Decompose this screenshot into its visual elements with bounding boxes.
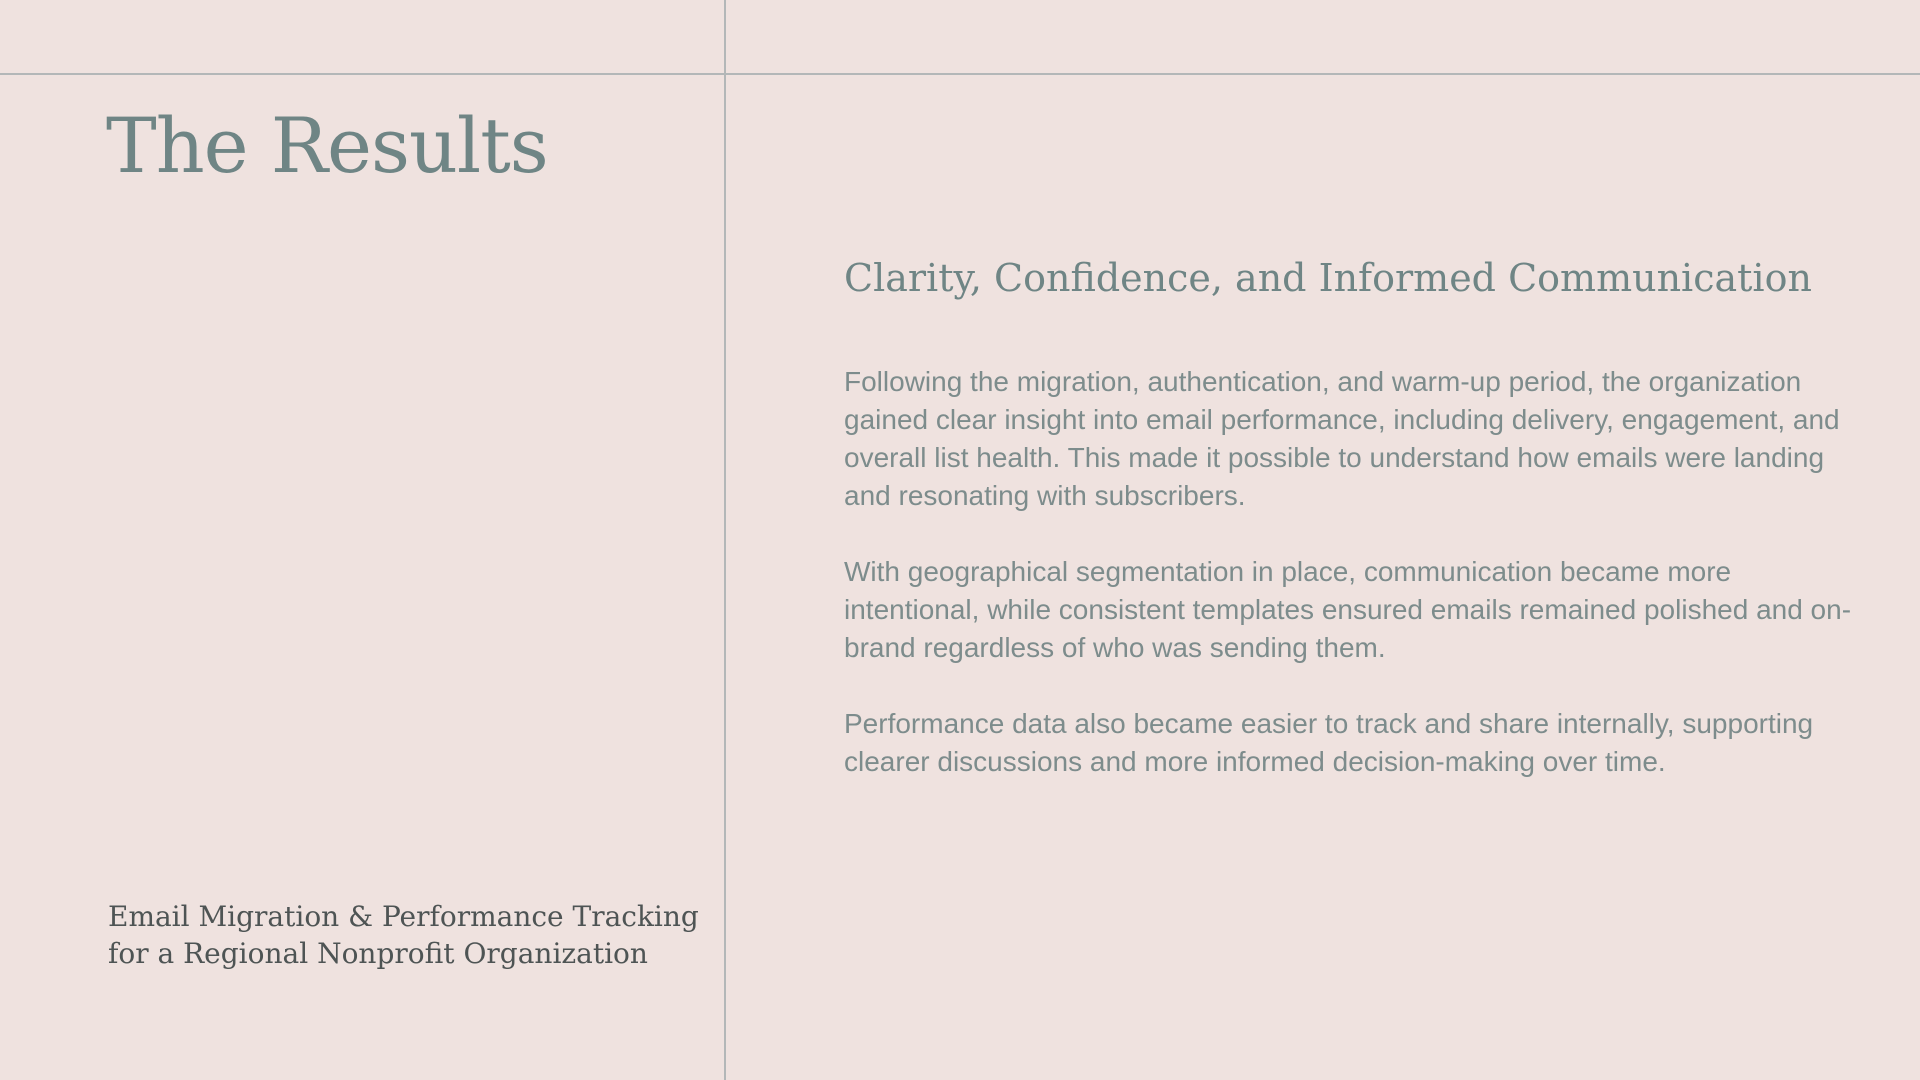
body-paragraph: Following the migration, authentication, and warm-up period, the organization gained clear insight into email performance, including delivery, engagement, and overall list health. This made it possible to understand how emails were landing and resonating with subscribers. <box>844 366 1840 511</box>
page-title: The Results <box>106 101 548 190</box>
body-paragraph: With geographical segmentation in place, communication became more intentional, while consistent templates ensured emails remained polished and on-brand regardless of who was sending them. <box>844 556 1852 663</box>
vertical-divider <box>724 0 726 1080</box>
body-paragraph: Performance data also became easier to track and share internally, supporting clearer discussions and more informed decision-making over time. <box>844 708 1814 777</box>
project-caption-line: for a Regional Nonprofit Organization <box>108 937 648 970</box>
project-caption <box>108 898 708 972</box>
body-text <box>844 363 1854 819</box>
section-heading: Clarity, Confidence, and Informed Communication <box>844 256 1812 300</box>
project-caption-line: Email Migration & Performance Tracking <box>108 900 699 933</box>
horizontal-divider <box>0 73 1920 75</box>
